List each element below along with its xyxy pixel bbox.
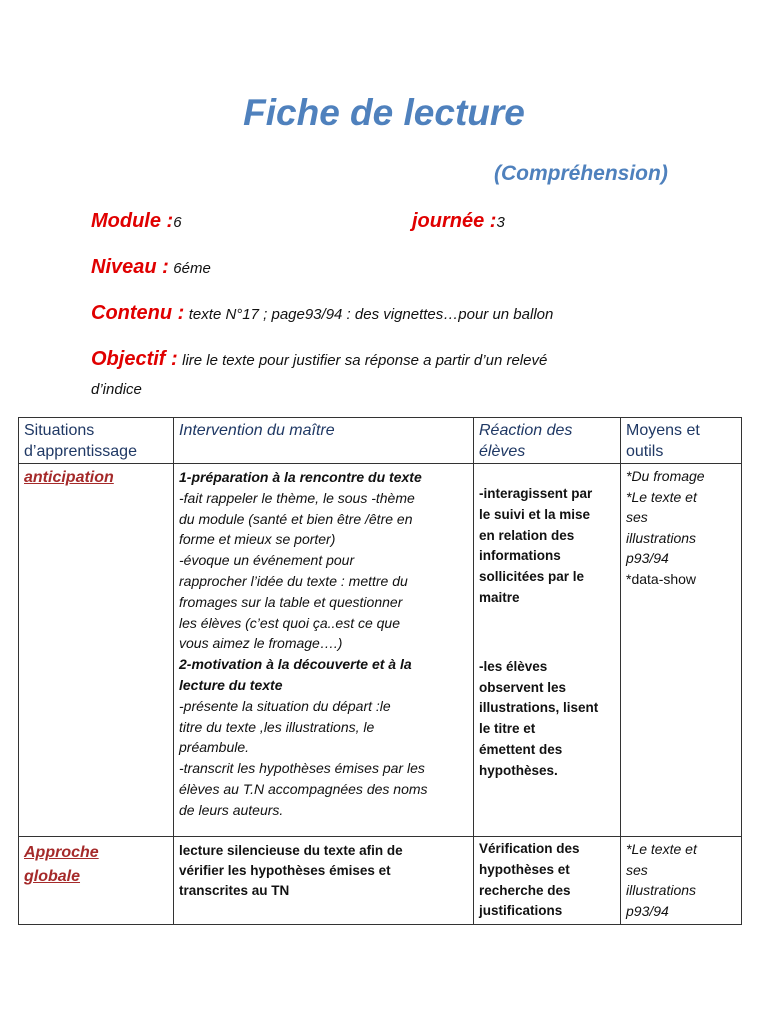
niveau-field [91, 256, 211, 279]
intervention-line: titre du texte ,les illustrations, le [179, 718, 375, 735]
header-reaction-line1: Réaction des [479, 422, 573, 439]
journee-value: 3 [496, 214, 505, 231]
reaction-line: hypothèses. [479, 762, 558, 778]
table-header-row [19, 418, 742, 464]
header-moyens-line1: Moyens et [626, 422, 700, 439]
table-row [19, 837, 742, 925]
module-field [91, 210, 182, 233]
stage-cell [19, 837, 174, 925]
header-intervention-line1: Intervention du maître [179, 422, 335, 439]
header-moyens [621, 418, 742, 464]
moyens-line: p93/94 [626, 550, 669, 566]
objectif-value: lire le texte pour justifier sa réponse a partir d’un relevé [182, 352, 548, 369]
intervention-line: forme et mieux se porter) [179, 531, 336, 548]
header-moyens-line2: outils [626, 443, 664, 460]
reaction-line: -les élèves [479, 658, 548, 674]
intervention-line: vous aimez le fromage….) [179, 635, 343, 652]
reaction-line: hypothèses et [479, 861, 570, 877]
intervention-line: vérifier les hypothèses émises et [179, 863, 391, 878]
page-title: Fiche de lecture [243, 92, 525, 133]
niveau-label: Niveau : [91, 256, 169, 278]
contenu-field [91, 302, 553, 325]
header-reaction [474, 418, 621, 464]
reaction-line: observent les [479, 679, 567, 695]
moyens-line: *Le texte et [626, 488, 697, 505]
header-intervention [174, 418, 474, 464]
table-row [19, 464, 742, 837]
intervention-line: lecture silencieuse du texte afin de [179, 843, 403, 858]
intervention-cell [174, 464, 474, 837]
reaction-line: en relation des [479, 527, 575, 543]
moyens-cell [621, 464, 742, 837]
lesson-table [18, 417, 742, 925]
intervention-line: de leurs auteurs. [179, 801, 284, 818]
module-value: 6 [173, 214, 182, 231]
reaction-cell [474, 464, 621, 837]
header-reaction-line2: élèves [479, 443, 526, 460]
moyens-line: p93/94 [626, 902, 669, 919]
reaction-line: émettent des [479, 741, 563, 757]
moyens-line: ses [626, 509, 648, 525]
reaction-line: le titre et [479, 721, 536, 737]
intervention-cell [174, 837, 474, 925]
reaction-line: Vérification des [479, 841, 580, 856]
intervention-line: préambule. [179, 739, 250, 756]
module-label: Module : [91, 210, 174, 232]
stage-anticipation: anticipation [24, 469, 114, 486]
intervention-line: -fait rappeler le thème, le sous -thème [179, 489, 415, 506]
intervention-line: du module (santé et bien être /être en [179, 510, 413, 527]
moyens-line: *Le texte et [626, 841, 697, 857]
stage-cell [19, 464, 174, 837]
header-situations [19, 418, 174, 464]
objectif-label: Objectif : [91, 348, 178, 370]
reaction-line: justifications [479, 903, 563, 919]
intervention-line: -transcrit les hypothèses émises par les [179, 760, 425, 777]
objectif-field-continued [91, 381, 142, 399]
reaction-line: maitre [479, 589, 520, 605]
reaction-line: informations [479, 548, 561, 564]
header-situations-line1: Situations [24, 422, 95, 439]
intervention-line: rapprocher l’idée du texte : mettre du [179, 572, 408, 589]
journee-field [412, 210, 505, 233]
intervention-line: lecture du texte [179, 676, 283, 693]
moyens-line: illustrations [626, 882, 697, 898]
header-situations-line2: d’apprentissage [24, 443, 137, 460]
contenu-label: Contenu : [91, 302, 185, 324]
intervention-line: fromages sur la table et questionner [179, 593, 403, 610]
moyens-line: illustrations [626, 529, 697, 546]
intervention-line: élèves au T.N accompagnées des noms [179, 780, 428, 797]
intervention-line: 1-préparation à la rencontre du texte [179, 469, 422, 485]
intervention-line: transcrites au TN [179, 883, 290, 898]
moyens-cell [621, 837, 742, 925]
moyens-line: ses [626, 861, 648, 878]
niveau-value: 6éme [173, 260, 211, 277]
page-subtitle: (Compréhension) [494, 162, 668, 185]
objectif-field [91, 348, 547, 371]
reaction-line: illustrations, lisent [479, 700, 599, 716]
reaction-spacer [479, 609, 615, 657]
reaction-cell [474, 837, 621, 925]
stage-approche-globale-line1: Approche [24, 844, 99, 861]
intervention-line: -présente la situation du départ :le [179, 697, 391, 714]
reaction-line: -interagissent par [479, 486, 593, 501]
moyens-line: *Du fromage [626, 468, 705, 484]
reaction-line: sollicitées par le [479, 569, 585, 585]
objectif-value-line2: d’indice [91, 381, 142, 398]
reaction-line: le suivi et la mise [479, 506, 591, 522]
moyens-line: *data-show [626, 570, 697, 587]
stage-approche-globale-line2: globale [24, 868, 81, 885]
intervention-line: 2-motivation à la découverte et à la [179, 656, 412, 673]
contenu-value: texte N°17 ; page93/94 : des vignettes…pour un ballon [188, 306, 554, 323]
intervention-line: -évoque un événement pour [179, 552, 355, 569]
reaction-line: recherche des [479, 882, 571, 898]
intervention-line: les élèves (c’est quoi ça..est ce que [179, 614, 401, 631]
journee-label: journée : [412, 210, 497, 232]
